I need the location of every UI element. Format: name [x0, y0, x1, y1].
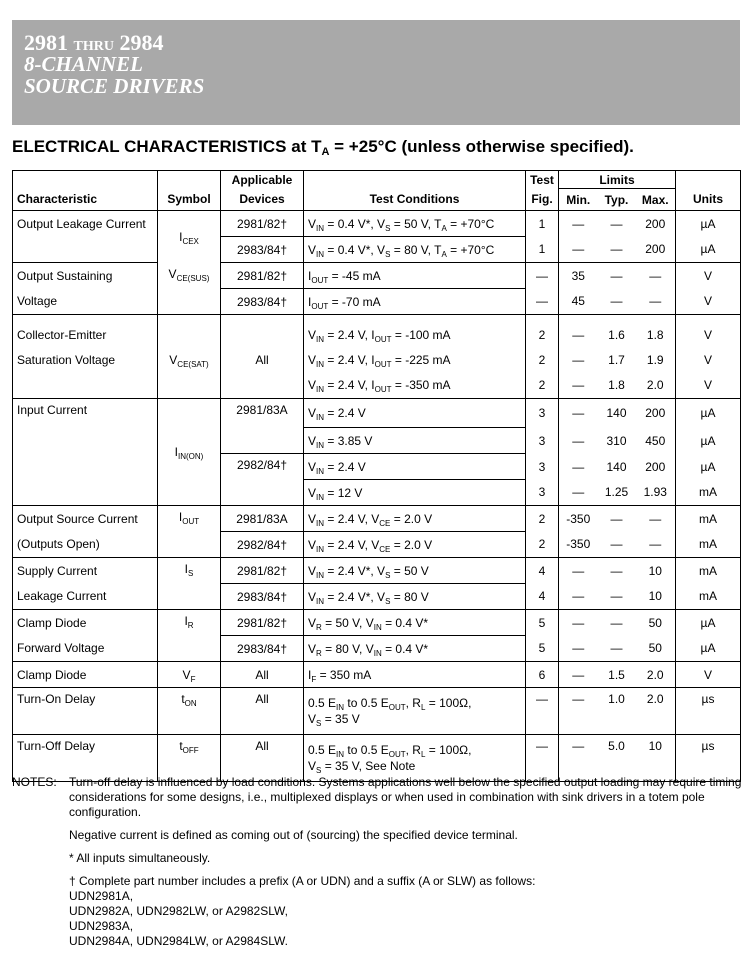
- fig-cell: —: [526, 688, 559, 735]
- units-cell: µs: [676, 735, 741, 782]
- units-cell: mA: [676, 532, 741, 558]
- min-cell: -350: [559, 532, 598, 558]
- typ-cell: 1.6: [608, 328, 625, 342]
- min-cell: —: [559, 323, 598, 348]
- max-cell: 450: [645, 433, 666, 448]
- conditions-cell: $V_R = 50$ V, $V_{IN} = 0.4$ V*: [304, 610, 526, 636]
- symbol-cell: $I_{CEX}$: [158, 211, 221, 263]
- devices-cell: 2982/84†: [221, 454, 304, 506]
- devices-cell: 2981/82†: [221, 263, 304, 289]
- units-cell: µA: [676, 211, 741, 237]
- characteristic-cell: Forward Voltage: [13, 636, 158, 662]
- conditions-cell: $V_{IN} = 0.4$ V*, $V_S = 50$ V, $T_A = +70^\circ C$: [304, 211, 526, 237]
- section-heading: ELECTRICAL CHARACTERISTICS at $T_A = +25^\circ C$ (unless otherwise specified).: [12, 137, 634, 158]
- conditions-cell: $I_{OUT} = -70$ mA: [304, 289, 526, 315]
- symbol-cell: $V_{CE(SUS)}$: [158, 263, 221, 315]
- typ-cell: —: [610, 615, 623, 630]
- header-limits: Limits: [559, 171, 676, 189]
- units-cell: mA: [676, 506, 741, 532]
- conditions-cell: $V_{IN} = 2.4$ V, $I_{OUT} = -100$ mA: [304, 323, 526, 348]
- table-row: [13, 610, 741, 636]
- devices-cell: 2981/82†: [221, 558, 304, 584]
- header-test: Test: [526, 171, 559, 189]
- table-row: [13, 506, 741, 532]
- typ-cell: 310: [606, 433, 627, 448]
- title-banner: [12, 20, 740, 125]
- conditions-cell: $V_{IN} = 2.4$ V, $V_{CE} = 2.0$ V: [304, 506, 526, 532]
- max-cell: —: [649, 268, 662, 283]
- table-row: [13, 480, 741, 506]
- fig-cell: 6: [526, 662, 559, 688]
- note-turn-off-delay: Turn-off delay is influenced by load conditions. Systems applications well below the specified output loading may require timing considerations for some designs, i.e., multiplexed displays or when used in combination with sink drivers in a totem pole configuration.: [69, 775, 742, 819]
- units-cell: V: [676, 323, 741, 348]
- characteristic-cell: Clamp Diode: [13, 662, 158, 688]
- fig-cell: 5: [526, 610, 559, 636]
- typ-cell: 1.5: [598, 662, 636, 688]
- units-cell: V: [676, 263, 741, 289]
- table-row: [13, 688, 741, 735]
- units-cell: mA: [676, 480, 741, 506]
- typ-cell: —: [598, 237, 636, 263]
- table-row: [13, 211, 741, 237]
- symbol-cell: $I_{OUT}$: [158, 506, 221, 558]
- fig-cell: —: [526, 289, 559, 315]
- typ-cell: 140: [606, 459, 627, 474]
- characteristic-cell: (Outputs Open): [13, 532, 158, 558]
- note-all-inputs: * All inputs simultaneously.: [69, 851, 211, 865]
- fig-cell: 2: [526, 373, 559, 399]
- max-cell: —: [636, 289, 676, 315]
- header-test-conditions: Test Conditions: [304, 189, 526, 211]
- notes-section: [12, 775, 742, 949]
- table-row: [13, 636, 741, 662]
- typ-cell: —: [598, 289, 636, 315]
- characteristic-cell: Output Sustaining: [13, 263, 158, 289]
- max-cell: —: [636, 532, 676, 558]
- characteristic-cell: Output Leakage Current: [13, 211, 158, 237]
- min-cell: —: [559, 237, 598, 263]
- header-symbol: Symbol: [158, 189, 221, 211]
- devices-cell: 2981/83A: [221, 398, 304, 454]
- symbol-cell: $I_R$: [158, 610, 221, 662]
- typ-cell: —: [610, 216, 623, 231]
- max-cell: 1.9: [646, 353, 664, 367]
- symbol-cell: $t_{OFF}$: [158, 735, 221, 782]
- min-cell: 45: [559, 289, 598, 315]
- typ-cell: 1.8: [598, 373, 636, 399]
- min-cell: —: [559, 584, 598, 610]
- fig-cell: 2: [526, 323, 559, 348]
- electrical-characteristics-table: [12, 170, 741, 782]
- devices-cell: 2981/82†: [221, 610, 304, 636]
- max-cell: 1.93: [636, 480, 676, 506]
- symbol-cell: $V_{CE(SAT)}$: [158, 323, 221, 399]
- min-cell: —: [559, 558, 598, 584]
- note-negative-current: Negative current is defined as coming out of (sourcing) the specified device terminal.: [69, 828, 518, 842]
- notes-label: NOTES:: [12, 775, 57, 789]
- units-cell: µA: [676, 398, 741, 428]
- fig-cell: 3: [526, 454, 559, 480]
- min-cell: —: [559, 662, 598, 688]
- devices-cell: 2983/84†: [221, 237, 304, 263]
- units-cell: mA: [676, 584, 741, 610]
- units-cell: µA: [676, 428, 741, 454]
- max-cell: 2.0: [636, 373, 676, 399]
- table-row: [13, 398, 741, 428]
- max-cell: 1.8: [646, 328, 664, 342]
- conditions-cell: $V_{IN} = 2.4$ V, $V_{CE} = 2.0$ V: [304, 532, 526, 558]
- fig-cell: 4: [526, 584, 559, 610]
- devices-cell: All: [221, 688, 304, 735]
- banner-line-2: 8-CHANNEL: [24, 52, 144, 76]
- characteristic-cell: Supply Current: [13, 558, 158, 584]
- max-cell: 200: [645, 459, 666, 474]
- characteristic-cell: Input Current: [13, 398, 158, 428]
- units-cell: V: [676, 348, 741, 373]
- devices-cell: 2981/83A: [221, 506, 304, 532]
- header-applicable: Applicable: [221, 171, 304, 189]
- min-cell: —: [559, 398, 598, 428]
- fig-cell: —: [526, 263, 559, 289]
- typ-cell: —: [598, 532, 636, 558]
- units-cell: µA: [676, 237, 741, 263]
- conditions-cell: $V_{IN} = 2.4$ V*, $V_S = 80$ V: [304, 584, 526, 610]
- min-cell: —: [559, 348, 598, 373]
- devices-cell: 2983/84†: [221, 584, 304, 610]
- max-cell: 10: [636, 584, 676, 610]
- typ-cell: 5.0: [598, 735, 636, 782]
- table-row: [13, 428, 741, 454]
- min-cell: —: [559, 454, 598, 480]
- fig-cell: 5: [526, 636, 559, 662]
- conditions-cell: $V_{IN} = 3.85$ V: [304, 428, 526, 454]
- conditions-cell: $V_{IN} = 2.4$ V: [304, 398, 526, 428]
- typ-cell: —: [610, 563, 623, 578]
- table-row: [13, 348, 741, 373]
- min-cell: —: [559, 211, 598, 237]
- units-cell: µA: [676, 610, 741, 636]
- conditions-cell: $V_{IN} = 12$ V: [304, 480, 526, 506]
- min-cell: —: [559, 688, 598, 735]
- min-cell: —: [559, 480, 598, 506]
- table-row: [13, 532, 741, 558]
- table-row: [13, 662, 741, 688]
- units-cell: µs: [676, 688, 741, 735]
- table-row: [13, 373, 741, 399]
- header-min: Min.: [559, 189, 598, 211]
- header-fig: Fig.: [526, 189, 559, 211]
- header-max: Max.: [636, 189, 676, 211]
- characteristic-cell: Output Source Current: [13, 506, 158, 532]
- typ-cell: 140: [606, 406, 627, 420]
- banner-part-range: 2981 THRU 2984: [24, 30, 164, 55]
- characteristic-cell: Turn-On Delay: [13, 688, 158, 735]
- header-typ: Typ.: [598, 189, 636, 211]
- max-cell: 10: [636, 735, 676, 782]
- characteristic-cell: Turn-Off Delay: [13, 735, 158, 782]
- devices-cell: 2981/82†: [221, 211, 304, 237]
- characteristic-cell: Voltage: [13, 289, 158, 315]
- min-cell: 35: [559, 263, 598, 289]
- characteristic-cell: Leakage Current: [13, 584, 158, 610]
- header-units: Units: [676, 189, 741, 211]
- header-characteristic: Characteristic: [13, 189, 158, 211]
- fig-cell: 2: [526, 348, 559, 373]
- max-cell: 50: [648, 615, 662, 630]
- table-row: [13, 237, 741, 263]
- units-cell: mA: [676, 558, 741, 584]
- fig-cell: 2: [526, 506, 559, 532]
- characteristic-cell: Collector-Emitter: [13, 323, 158, 348]
- units-cell: V: [676, 662, 741, 688]
- max-cell: —: [649, 511, 662, 526]
- note-part-number: † Complete part number includes a prefix (A or UDN) and a suffix (A or SLW) as follows: UDN2981A, UDN2982A, UDN2982LW, or A2982SLW, UDN2983A, UDN2984A, UDN2984LW, or A2984SLW.: [69, 874, 536, 948]
- devices-cell: 2983/84†: [221, 636, 304, 662]
- units-cell: µA: [676, 636, 741, 662]
- symbol-cell: $I_S$: [158, 558, 221, 610]
- conditions-cell: $V_{IN} = 2.4$ V*, $V_S = 50$ V: [304, 558, 526, 584]
- fig-cell: 1: [526, 237, 559, 263]
- max-cell: 200: [645, 406, 666, 420]
- characteristic-cell: Saturation Voltage: [13, 348, 158, 373]
- max-cell: 200: [645, 216, 666, 231]
- fig-cell: 3: [526, 428, 559, 454]
- typ-cell: 1.25: [598, 480, 636, 506]
- min-cell: —: [559, 735, 598, 782]
- fig-cell: 1: [526, 211, 559, 237]
- max-cell: 50: [636, 636, 676, 662]
- table-row: [13, 323, 741, 348]
- conditions-cell: $V_{IN} = 2.4$ V, $I_{OUT} = -225$ mA: [304, 348, 526, 373]
- symbol-cell: $I_{IN(ON)}$: [158, 398, 221, 506]
- fig-cell: 4: [526, 558, 559, 584]
- fig-cell: 3: [526, 480, 559, 506]
- units-cell: V: [676, 289, 741, 315]
- devices-cell: All: [221, 735, 304, 782]
- max-cell: 10: [648, 563, 662, 578]
- table-row: [13, 454, 741, 480]
- typ-cell: —: [610, 511, 623, 526]
- devices-cell: All: [221, 662, 304, 688]
- conditions-cell: 0.5 $E_{IN}$ to 0.5 $E_{OUT}$, $R_L = 100\Omega$, $V_S = 35$ V: [304, 688, 526, 735]
- banner-line-3: SOURCE DRIVERS: [24, 74, 205, 98]
- min-cell: —: [559, 428, 598, 454]
- conditions-cell: 0.5 $E_{IN}$ to 0.5 $E_{OUT}$, $R_L = 100\Omega$, $V_S = 35$ V, See Note: [304, 735, 526, 782]
- min-cell: -350: [559, 506, 598, 532]
- header-devices: Devices: [221, 189, 304, 211]
- table-row: [13, 584, 741, 610]
- units-cell: V: [676, 373, 741, 399]
- devices-cell: 2982/84†: [221, 532, 304, 558]
- max-cell: 200: [636, 237, 676, 263]
- min-cell: —: [559, 373, 598, 399]
- conditions-cell: $I_F = 350$ mA: [304, 662, 526, 688]
- units-cell: µA: [676, 454, 741, 480]
- max-cell: 2.0: [636, 688, 676, 735]
- typ-cell: 1.0: [598, 688, 636, 735]
- min-cell: —: [559, 610, 598, 636]
- table-row: [13, 289, 741, 315]
- conditions-cell: $V_R = 80$ V, $V_{IN} = 0.4$ V*: [304, 636, 526, 662]
- fig-cell: —: [526, 735, 559, 782]
- conditions-cell: $I_{OUT} = -45$ mA: [304, 263, 526, 289]
- symbol-cell: $t_{ON}$: [158, 688, 221, 735]
- devices-cell: 2983/84†: [221, 289, 304, 315]
- table-row: [13, 263, 741, 289]
- max-cell: 2.0: [636, 662, 676, 688]
- symbol-cell: $V_F$: [158, 662, 221, 688]
- conditions-cell: $V_{IN} = 0.4$ V*, $V_S = 80$ V, $T_A = +70^\circ C$: [304, 237, 526, 263]
- typ-cell: —: [598, 584, 636, 610]
- devices-cell: All: [221, 323, 304, 399]
- characteristic-cell: Clamp Diode: [13, 610, 158, 636]
- min-cell: —: [559, 636, 598, 662]
- typ-cell: —: [598, 636, 636, 662]
- typ-cell: 1.7: [608, 353, 625, 367]
- conditions-cell: $V_{IN} = 2.4$ V, $I_{OUT} = -350$ mA: [304, 373, 526, 399]
- typ-cell: —: [610, 268, 623, 283]
- table-row: [13, 558, 741, 584]
- fig-cell: 2: [526, 532, 559, 558]
- conditions-cell: $V_{IN} = 2.4$ V: [304, 454, 526, 480]
- fig-cell: 3: [526, 398, 559, 428]
